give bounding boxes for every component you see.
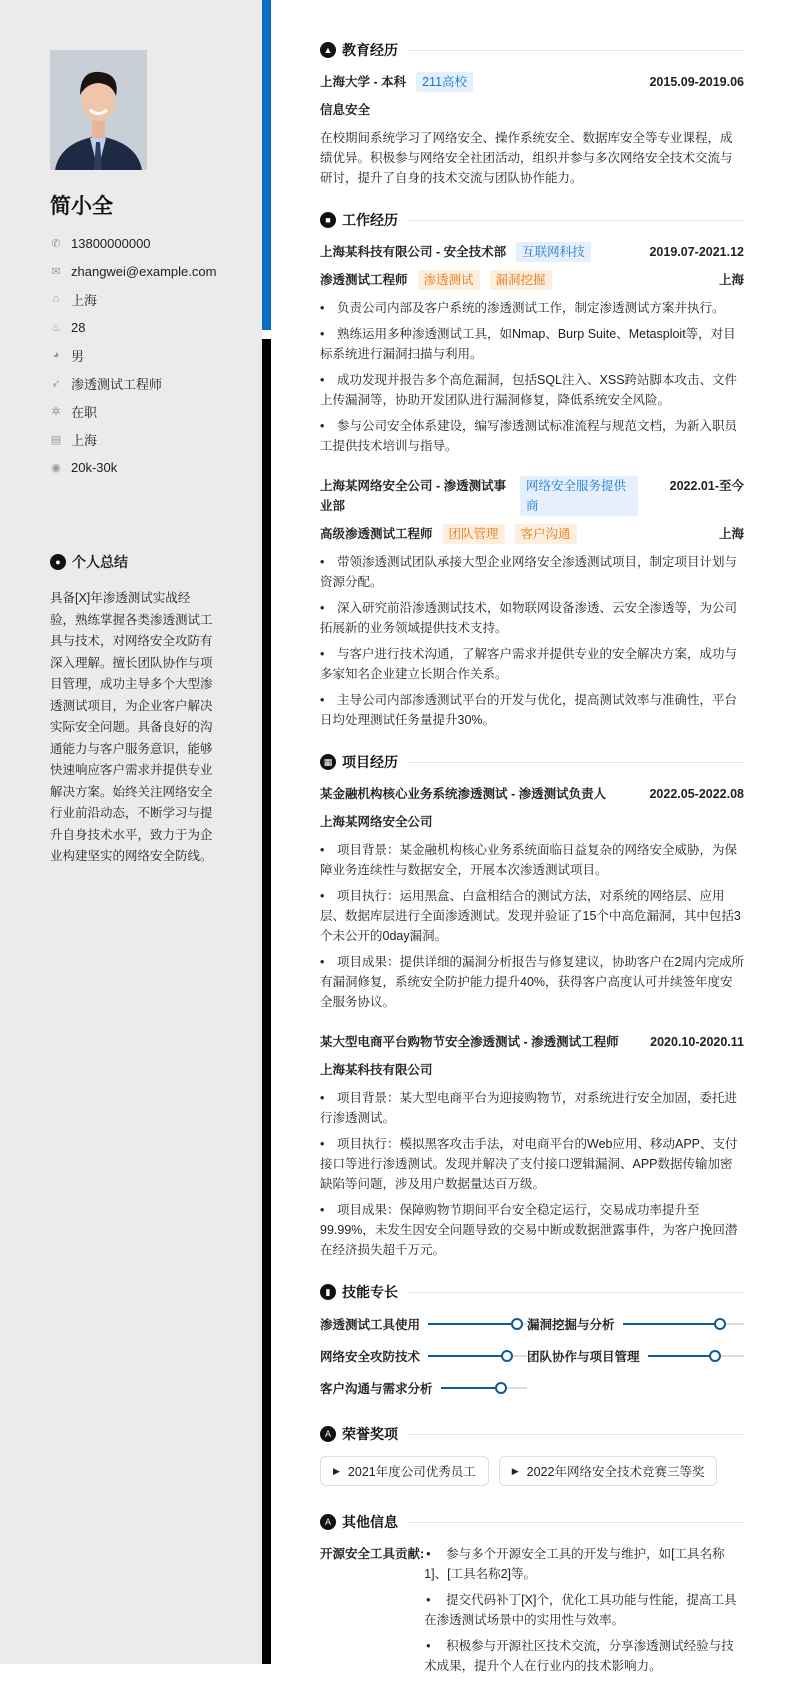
contact-item: [50, 397, 216, 425]
bullet-item: • 参与多个开源安全工具的开发与维护，如[工具名称1]、[工具名称2]等。: [424, 1547, 725, 1581]
date: 2020.10-2020.11: [650, 1035, 744, 1049]
skill-slider[interactable]: [648, 1355, 744, 1357]
bullet-item: • 成功发现并报告多个高危漏洞，包括SQL注入、XSS跨站脚本攻击、文件上传漏洞等，协助开发团队进行漏洞修复，降低系统安全风险。: [320, 373, 738, 407]
info-icon: A: [320, 1514, 336, 1530]
date: 2019.07-2021.12: [649, 245, 744, 259]
education-heading: [320, 38, 744, 62]
status-icon: ✲: [51, 405, 61, 418]
role: 渗透测试工程师: [320, 273, 408, 287]
divider: [408, 220, 744, 221]
contact-text: 渗透测试工程师: [71, 376, 163, 392]
award-icon: A: [320, 1426, 336, 1442]
skill-slider[interactable]: [428, 1355, 527, 1357]
building-icon: ▤: [50, 433, 62, 446]
bullet-item: • 参与公司安全体系建设，编写渗透测试标准流程与规范文档，为新入职员工提供技术培训与指导。: [320, 419, 738, 453]
contact-item: [50, 341, 216, 369]
contact-item: [50, 369, 216, 397]
section-title: 教育经历: [342, 42, 398, 58]
bullet-item: • 项目成果：提供详细的漏洞分析报告与修复建议，协助客户在2周内完成所有漏洞修复，系统安全防护能力提升40%，获得客户高度认可并续签年度安全服务协议。: [320, 955, 744, 1009]
other-heading: [320, 1510, 744, 1534]
skill-fill: [428, 1355, 507, 1357]
project-list: [320, 784, 744, 1260]
bullet-item: • 负责公司内部及客户系统的渗透测试工作，制定渗透测试方案并执行。: [320, 301, 725, 315]
bullet-item: • 带领渗透测试团队承接大型企业网络安全渗透测试项目，制定项目计划与资源分配。: [320, 555, 738, 589]
award-item[interactable]: [499, 1456, 718, 1486]
award-text: 2022年网络安全技术竞赛三等奖: [526, 1465, 705, 1479]
slider-knob[interactable]: [495, 1382, 507, 1394]
bar-chart-icon: ▮: [320, 1284, 336, 1300]
skill-name: 漏洞挖掘与分析: [527, 1318, 615, 1332]
skill-tag: 渗透测试: [418, 270, 480, 290]
bullet-text: 项目执行：模拟黑客攻击手法，对电商平台的Web应用、移动APP、支付接口等进行渗透测试。发现并解决了支付接口逻辑漏洞、APP数据传输加密缺陷等问题，涉及用户数据量达百万级。: [320, 1137, 738, 1191]
summary-text: 具备[X]年渗透测试实战经验，熟练掌握各类渗透测试工具与技术，对网络安全攻防有深入理解。擅长团队协作与项目管理，成功主导多个大型渗透测试项目，为企业客户解决实际安全问题。具备良好的沟通能力与客户服务意识，能够快速响应客户需求并提供专业解决方案。始终关注网络安全行业前沿动态，不断学习与提升自身技术水平，致力于为企业构建坚实的网络安全防线。: [50, 591, 213, 863]
accent-bar: [262, 0, 271, 330]
skill-fill: [648, 1355, 716, 1357]
send-icon: ➶: [51, 377, 61, 390]
company: 上海某网络安全公司 - 渗透测试事业部: [320, 479, 507, 513]
skill-tag: 漏洞挖掘: [490, 270, 552, 290]
bullet-text: 参与公司安全体系建设，编写渗透测试标准流程与规范文档，为新入职员工提供技术培训与指导。: [320, 419, 738, 453]
other-info: [320, 1544, 744, 1682]
candidate-name: 简小全: [50, 195, 113, 218]
projects-heading: [320, 750, 744, 774]
job-entry: [320, 476, 744, 730]
slider-knob[interactable]: [709, 1350, 721, 1362]
summary-heading: [50, 552, 128, 572]
work-list: [320, 242, 744, 730]
contact-text: 上海: [71, 432, 98, 448]
work-heading: [320, 208, 744, 232]
section-title: 荣誉奖项: [342, 1426, 398, 1442]
bullet-text: 项目背景：某金融机构核心业务系统面临日益复杂的网络安全威胁，为保障业务连续性与数据安全，开展本次渗透测试项目。: [320, 843, 738, 877]
divider: [408, 1522, 744, 1523]
contact-item: [50, 257, 216, 285]
award-list: [320, 1456, 744, 1486]
briefcase-icon: ■: [320, 212, 336, 228]
company: 上海某科技有限公司: [320, 1063, 433, 1077]
bullet-item: • 项目执行：运用黑盒、白盒相结合的测试方法，对系统的网络层、应用层、数据库层进行全面渗透测试。发现并验证了15个中高危漏洞，其中包括3个未公开的0day漏洞。: [320, 889, 741, 943]
section-title: 技能专长: [342, 1284, 398, 1300]
skill-item: [320, 1346, 527, 1366]
skill-list: [320, 1314, 744, 1398]
divider: [408, 762, 744, 763]
skill-fill: [623, 1323, 720, 1325]
company: 上海某科技有限公司 - 安全技术部: [320, 245, 507, 259]
school: 上海大学 - 本科: [320, 75, 407, 89]
bullet-text: 带领渗透测试团队承接大型企业网络安全渗透测试项目，制定项目计划与资源分配。: [320, 555, 738, 589]
contact-text: 20k-30k: [71, 459, 118, 475]
bullet-text: 与客户进行技术沟通，了解客户需求并提供专业的安全解决方案，成功与多家知名企业建立长期合作关系。: [320, 647, 738, 681]
skill-slider[interactable]: [623, 1323, 744, 1325]
industry-tag: 互联网科技: [516, 242, 591, 262]
city: 上海: [718, 273, 744, 287]
bullet-text: 负责公司内部及客户系统的渗透测试工作，制定渗透测试方案并执行。: [337, 301, 725, 315]
industry-tag: 网络安全服务提供商: [520, 476, 638, 516]
skill-tag: 团队管理: [443, 524, 505, 544]
role: 高级渗透测试工程师: [320, 527, 433, 541]
skill-name: 团队协作与项目管理: [527, 1350, 640, 1364]
project-entry: [320, 784, 744, 1012]
skill-fill: [428, 1323, 517, 1325]
job-entry: [320, 242, 744, 456]
skill-item: [320, 1378, 527, 1398]
slider-knob[interactable]: [714, 1318, 726, 1330]
contact-text: 男: [71, 348, 85, 364]
skill-item: [527, 1346, 744, 1366]
divider-bar: [262, 339, 271, 1664]
section-title: 项目经历: [342, 754, 398, 770]
bullet-item: • 深入研究前沿渗透测试技术，如物联网设备渗透、云安全渗透等，为公司拓展新的业务领域提供技术支持。: [320, 601, 738, 635]
cake-icon: ♨: [51, 321, 61, 334]
divider: [408, 50, 744, 51]
education-desc: 在校期间系统学习了网络安全、操作系统安全、数据库安全等专业课程，成绩优异。积极参与网络安全社团活动，组织并参与多次网络安全技术交流与研讨，提升了自身的技术交流与团队协作能力。: [320, 131, 733, 185]
skill-name: 客户沟通与需求分析: [320, 1382, 433, 1396]
slider-knob[interactable]: [501, 1350, 513, 1362]
play-icon: ▶: [511, 1465, 519, 1476]
bullet-text: 积极参与开源社区技术交流，分享渗透测试经验与技术成果，提升个人在行业内的技术影响力。: [424, 1639, 734, 1673]
education-entry: [320, 72, 744, 188]
project-name: 某金融机构核心业务系统渗透测试 - 渗透测试负责人: [320, 787, 607, 801]
skill-name: 渗透测试工具使用: [320, 1318, 421, 1332]
bullet-text: 项目执行：运用黑盒、白盒相结合的测试方法，对系统的网络层、应用层、数据库层进行全面渗透测试。发现并验证了15个中高危漏洞，其中包括3个未公开的0day漏洞。: [320, 889, 741, 943]
divider: [408, 1434, 744, 1435]
salary-icon: ◉: [51, 461, 61, 474]
bullet-text: 项目背景：某大型电商平台为迎接购物节，对系统进行安全加固，委托进行渗透测试。: [320, 1091, 738, 1125]
bullet-text: 深入研究前沿渗透测试技术，如物联网设备渗透、云安全渗透等，为公司拓展新的业务领域提供技术支持。: [320, 601, 738, 635]
bullet-item: • 提交代码补丁[X]个，优化工具功能与性能，提高工具在渗透测试场景中的实用性与效率。: [424, 1593, 737, 1627]
skill-tag: 客户沟通: [515, 524, 577, 544]
section-title: 工作经历: [342, 212, 398, 228]
graduation-cap-icon: ▲: [320, 42, 336, 58]
project-name: 某大型电商平台购物节安全渗透测试 - 渗透测试工程师: [320, 1035, 619, 1049]
bullet-item: • 熟练运用多种渗透测试工具，如Nmap、Burp Suite、Metasploit等，对目标系统进行漏洞扫描与利用。: [320, 327, 736, 361]
contact-item: [50, 229, 216, 257]
bullet-text: 成功发现并报告多个高危漏洞，包括SQL注入、XSS跨站脚本攻击、文件上传漏洞等，协助开发团队进行漏洞修复，降低系统安全风险。: [320, 373, 738, 407]
bullet-text: 参与多个开源安全工具的开发与维护，如[工具名称1]、[工具名称2]等。: [424, 1547, 725, 1581]
awards-heading: [320, 1422, 744, 1446]
home-icon: ⌂: [52, 293, 60, 305]
contact-text: 28: [71, 319, 86, 335]
contact-text: 在职: [71, 404, 98, 420]
contact-item: [50, 313, 216, 341]
skill-slider[interactable]: [441, 1387, 527, 1389]
contact-item: [50, 425, 216, 453]
city: 上海: [718, 527, 744, 541]
section-title: 其他信息: [342, 1514, 398, 1530]
bullet-text: 项目成果：保障购物节期间平台安全稳定运行，交易成功率提升至99.99%，未发生因安全问题导致的交易中断或数据泄露事件，为客户挽回潜在经济损失超千万元。: [320, 1203, 738, 1257]
skills-heading: [320, 1280, 744, 1304]
contact-text: zhangwei@example.com: [71, 263, 217, 279]
skill-item: [527, 1314, 744, 1334]
bullet-text: 项目成果：提供详细的漏洞分析报告与修复建议，协助客户在2周内完成所有漏洞修复，系统安全防护能力提升40%，获得客户高度认可并续签年度安全服务协议。: [320, 955, 744, 1009]
bullet-text: 熟练运用多种渗透测试工具，如Nmap、Burp Suite、Metasploit等，对目标系统进行漏洞扫描与利用。: [320, 327, 736, 361]
gender-icon: ◕: [52, 349, 60, 361]
bullet-item: • 积极参与开源社区技术交流，分享渗透测试经验与技术成果，提升个人在行业内的技术影响力。: [424, 1639, 734, 1673]
major: 信息安全: [320, 103, 371, 117]
award-text: 2021年度公司优秀员工: [347, 1465, 476, 1479]
bullet-text: 主导公司内部渗透测试平台的开发与优化，提高测试效率与准确性，平台日均处理测试任务量提升30%。: [320, 693, 738, 727]
bullet-item: • 主导公司内部渗透测试平台的开发与优化，提高测试效率与准确性，平台日均处理测试任务量提升30%。: [320, 693, 738, 727]
school-tag: 211高校: [416, 72, 473, 92]
mail-icon: ✉: [51, 265, 61, 278]
grid-icon: ▦: [320, 754, 336, 770]
contact-list: [50, 229, 216, 481]
bullet-item: • 与客户进行技术沟通，了解客户需求并提供专业的安全解决方案，成功与多家知名企业建立长期合作关系。: [320, 647, 738, 681]
play-icon: ▶: [333, 1465, 340, 1476]
bullet-item: • 项目执行：模拟黑客攻击手法，对电商平台的Web应用、移动APP、支付接口等进行渗透测试。发现并解决了支付接口逻辑漏洞、APP数据传输加密缺陷等问题，涉及用户数据量达百万级。: [320, 1137, 738, 1191]
slider-knob[interactable]: [511, 1318, 523, 1330]
date: 2022.01-至今: [669, 479, 744, 493]
company: 上海某网络安全公司: [320, 815, 433, 829]
skill-slider[interactable]: [428, 1323, 527, 1325]
date: 2015.09-2019.06: [649, 75, 744, 89]
bullet-text: 提交代码补丁[X]个，优化工具功能与性能，提高工具在渗透测试场景中的实用性与效率。: [424, 1593, 737, 1627]
avatar-photo: [50, 50, 147, 170]
bullet-item: • 项目背景：某金融机构核心业务系统面临日益复杂的网络安全威胁，为保障业务连续性与数据安全，开展本次渗透测试项目。: [320, 843, 738, 877]
other-label: 开源安全工具贡献:: [320, 1547, 425, 1561]
contact-text: 上海: [71, 292, 98, 308]
contact-item: [50, 453, 216, 481]
skill-fill: [441, 1387, 502, 1389]
summary-title: 个人总结: [72, 554, 128, 570]
award-item[interactable]: [320, 1456, 489, 1486]
contact-item: [50, 285, 216, 313]
bullet-item: • 项目成果：保障购物节期间平台安全稳定运行，交易成功率提升至99.99%，未发生因安全问题导致的交易中断或数据泄露事件，为客户挽回潜在经济损失超千万元。: [320, 1203, 738, 1257]
contact-text: 13800000000: [71, 235, 151, 251]
phone-icon: ✆: [51, 237, 61, 250]
divider: [408, 1292, 744, 1293]
skill-name: 网络安全攻防技术: [320, 1350, 421, 1364]
bullet-item: • 项目背景：某大型电商平台为迎接购物节，对系统进行安全加固，委托进行渗透测试。: [320, 1091, 738, 1125]
date: 2022.05-2022.08: [649, 787, 744, 801]
user-icon: ●: [50, 554, 66, 570]
main-content: [320, 38, 744, 1682]
skill-item: [320, 1314, 527, 1334]
project-entry: [320, 1032, 744, 1260]
